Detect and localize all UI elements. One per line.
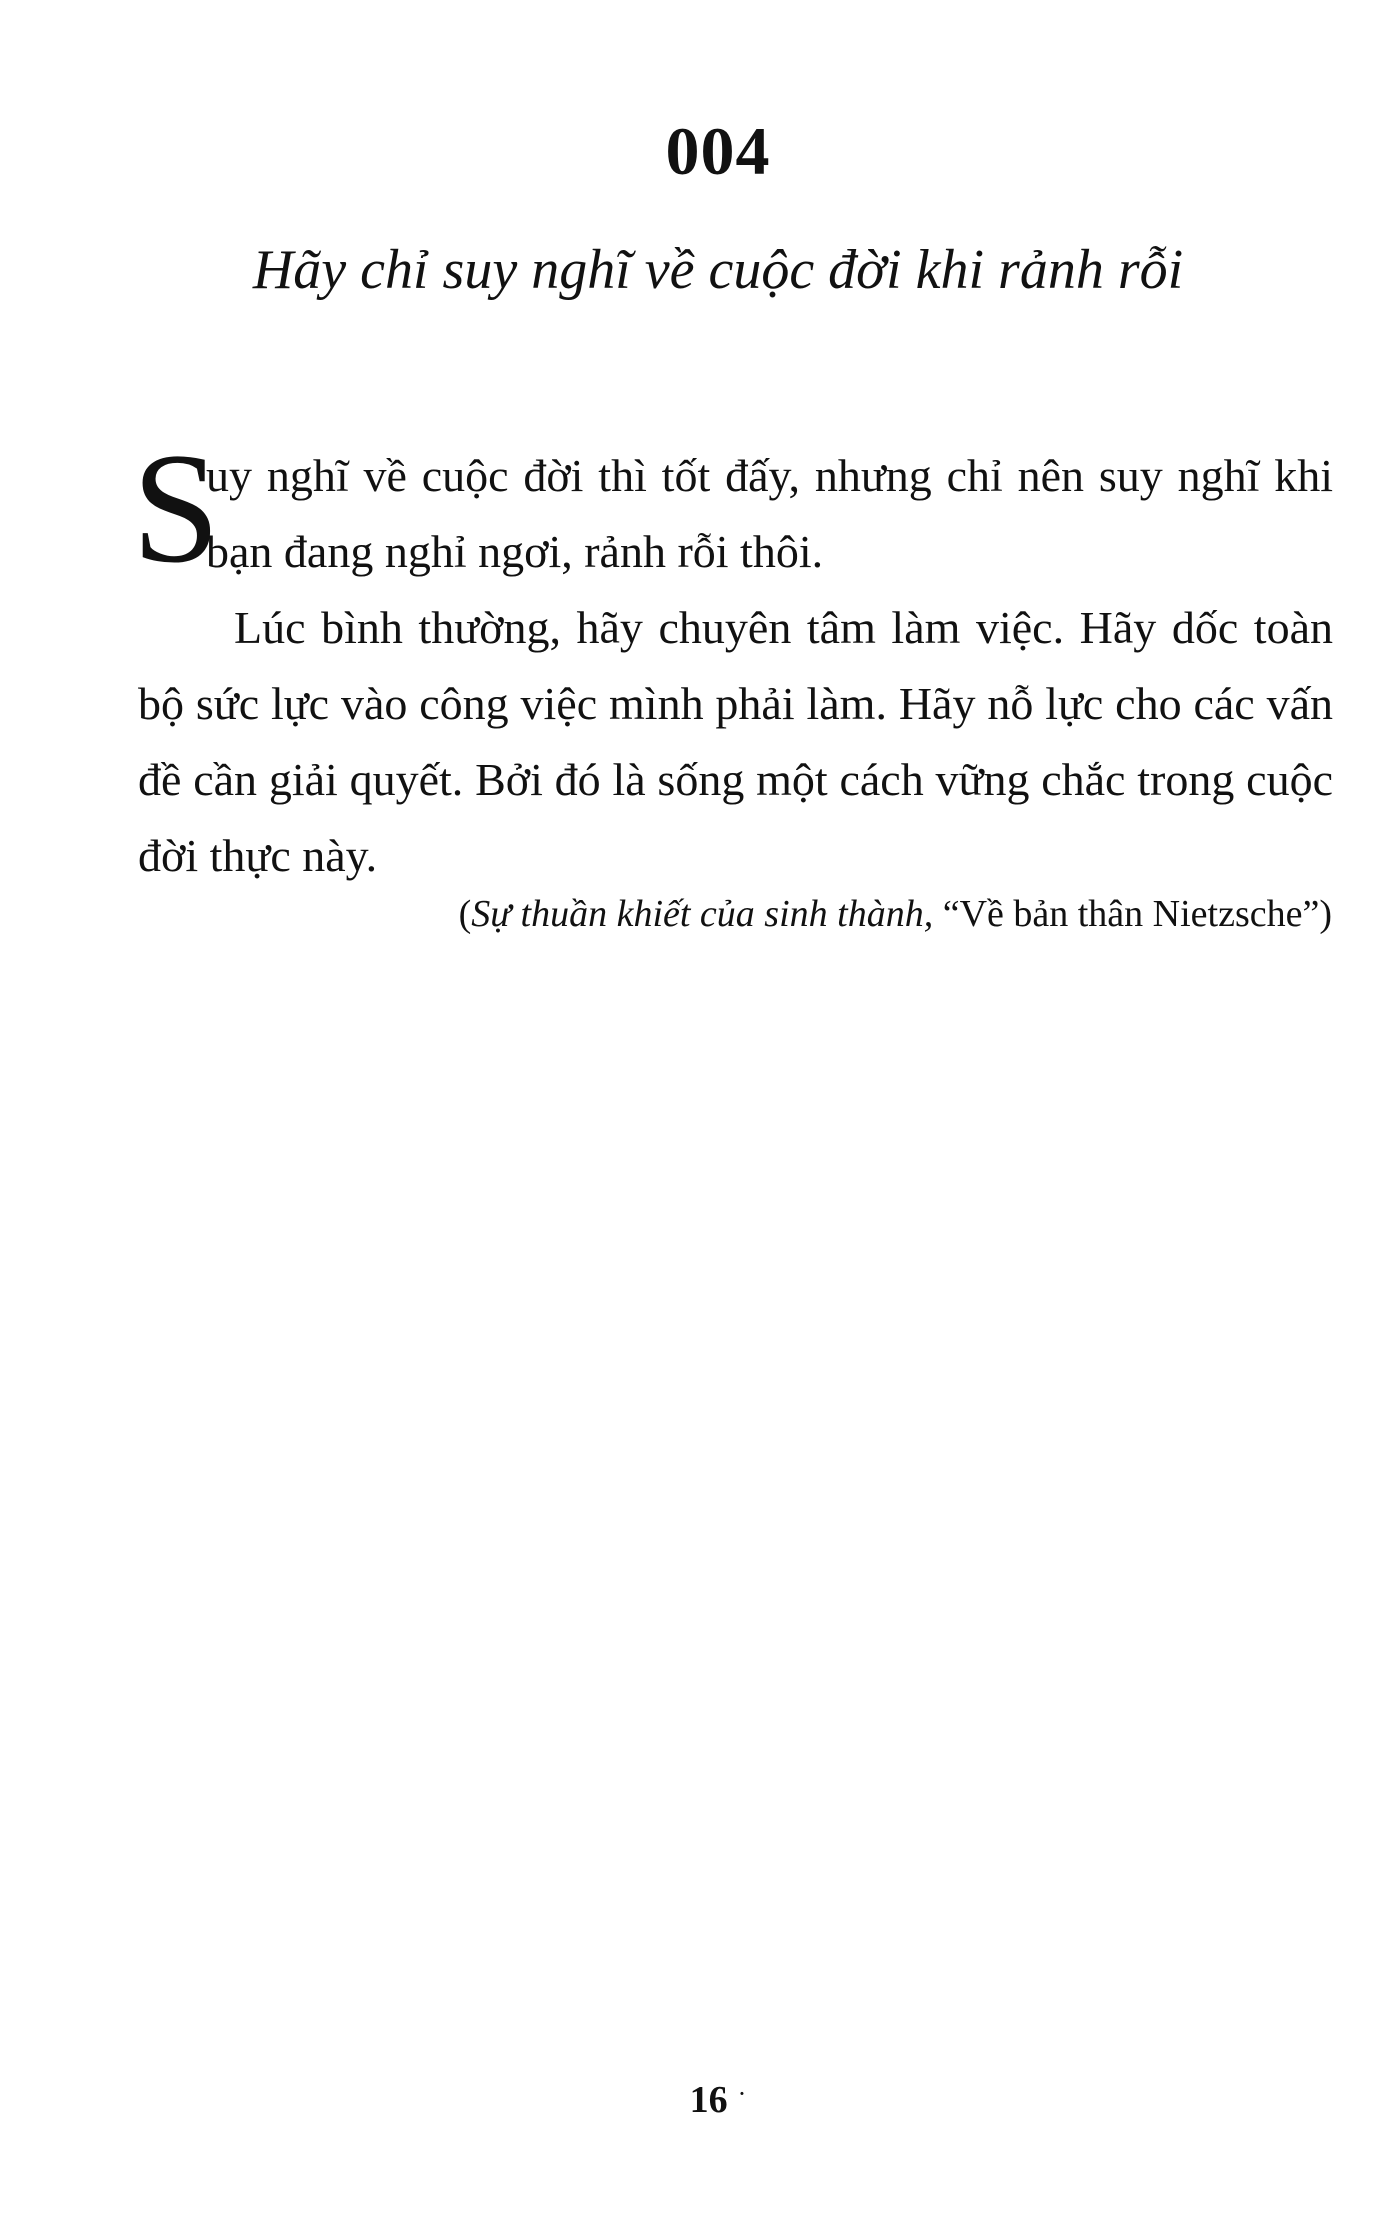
chapter-number: 004 bbox=[665, 113, 771, 189]
page-number bbox=[0, 2078, 1376, 2122]
paragraph-first bbox=[132, 421, 1333, 596]
citation-source-title: Sự thuần khiết của sinh thành, bbox=[471, 893, 934, 935]
chapter-title: Hãy chỉ suy nghĩ về cuộc đời khi rảnh rỗi bbox=[252, 239, 1184, 301]
paragraph-second: Lúc bình thường, hãy chuyên tâm làm việc. Hãy dốc toàn bộ sức lực vào công việc mình phải làm. Hãy nỗ lực cho các vấn đề cần giải quyết. Bởi đó là sống một cách vững chắc trong cuộc đời thực này. bbox=[138, 602, 1333, 881]
paragraph-first-text: uy nghĩ về cuộc đời thì tốt đấy, nhưng chỉ nên suy nghĩ khi bạn đang nghỉ ngơi, rảnh rỗi thôi. bbox=[206, 450, 1333, 577]
body-text bbox=[132, 421, 1333, 894]
page-number-value: 16 bbox=[689, 2079, 728, 2121]
citation-open-paren: ( bbox=[458, 893, 472, 935]
citation bbox=[459, 892, 1332, 936]
citation-chapter: “Về bản thân Nietzsche”) bbox=[933, 893, 1332, 935]
drop-cap: S bbox=[132, 421, 220, 596]
page-number-dot: · bbox=[737, 2079, 747, 2108]
